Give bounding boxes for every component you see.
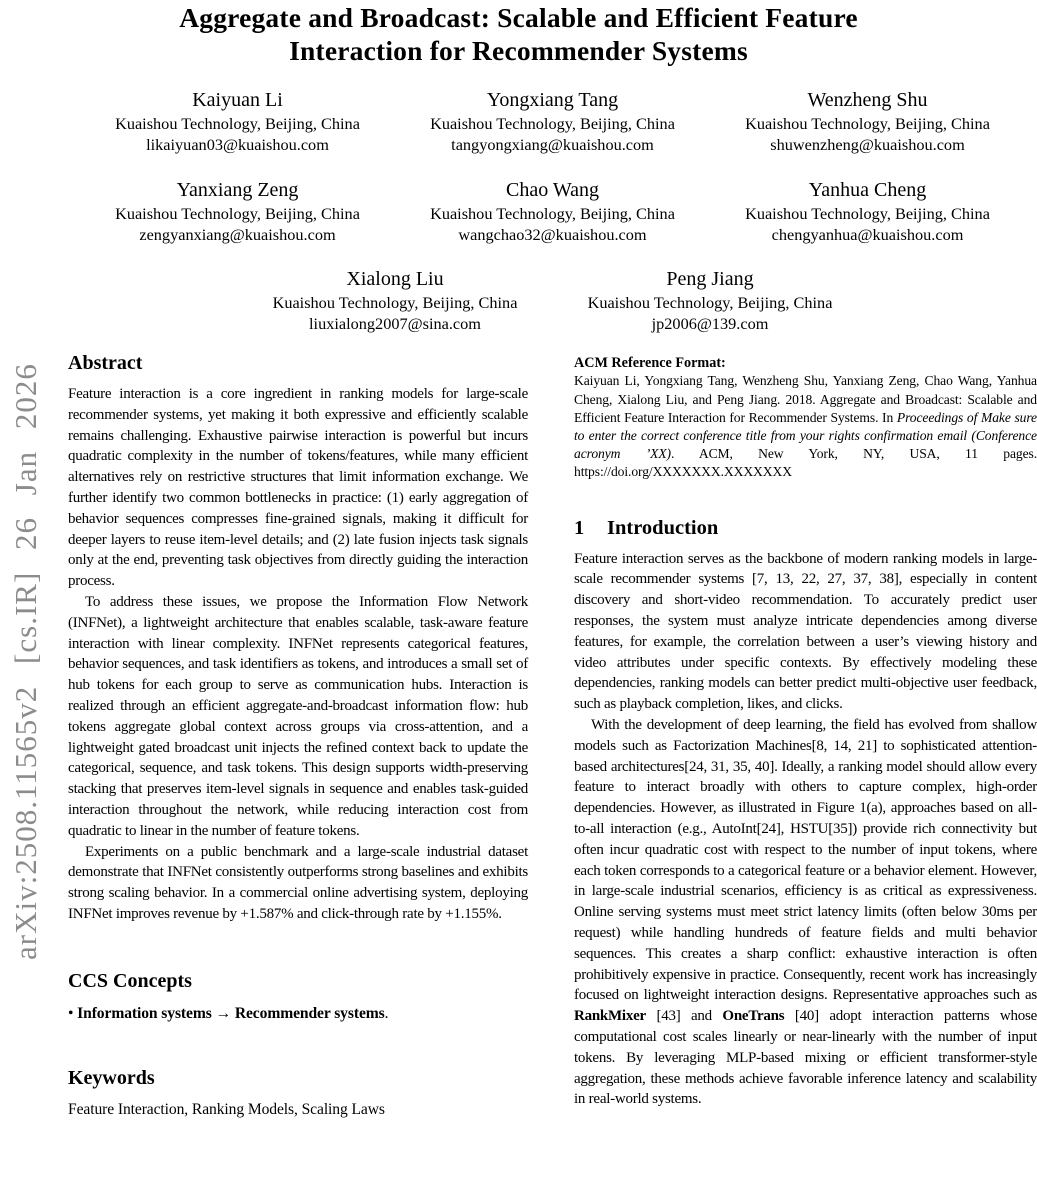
author-email: jp2006@139.com bbox=[651, 314, 769, 333]
author-affiliation: Kuaishou Technology, Beijing, China bbox=[430, 114, 675, 133]
acm-ref-citation: Kaiyuan Li, Yongxiang Tang, Wenzheng Shu, Yanxiang Zeng, Chao Wang, Yanhua Cheng, Xialong Liu, and Peng Jiang. 2018. Aggregate and Broadcast: Scalable and Efficient Feature Interaction for Recommender Systems. In bbox=[574, 373, 1037, 425]
left-column bbox=[68, 350, 528, 1120]
author-name: Yanxiang Zeng bbox=[176, 179, 299, 201]
author-name: Yanhua Cheng bbox=[808, 179, 927, 201]
ccs-arrow: → bbox=[211, 1004, 235, 1022]
section-title: Introduction bbox=[607, 516, 719, 539]
author-name: Wenzheng Shu bbox=[807, 89, 928, 111]
authors-row-1 bbox=[68, 87, 1037, 155]
authors-row-2 bbox=[68, 177, 1037, 245]
author-name: Chao Wang bbox=[505, 179, 599, 201]
authors-row-3 bbox=[68, 266, 1037, 334]
intro-p2-text-3: [40] adopt interaction patterns whose computational cost scales linearly or near-linearly with the number of input tokens. By leveraging MLP-based mixing or efficient transformer-style aggregation, these methods achieve favorable inference latency and scalability in real-world systems. bbox=[574, 1008, 1037, 1108]
author-block bbox=[553, 266, 868, 334]
author-affiliation: Kuaishou Technology, Beijing, China bbox=[272, 293, 518, 312]
abstract-paragraph-3: Experiments on a public benchmark and a large-scale industrial dataset demonstrate that INFNet consistently outperforms strong baselines and exhibits strong scaling behavior. In a commercial online advertising system, deploying INFNet improves revenue by +1.587% and click-through rate by +1.155%. bbox=[68, 843, 528, 922]
right-column bbox=[574, 350, 1037, 1110]
introduction-heading bbox=[574, 516, 1037, 541]
author-email: shuwenzheng@kuaishou.com bbox=[770, 135, 965, 154]
onetrans-bold-text: OneTrans bbox=[722, 1008, 785, 1025]
author-affiliation: Kuaishou Technology, Beijing, China bbox=[587, 293, 833, 312]
ccs-bullet: • bbox=[68, 1004, 78, 1022]
author-affiliation: Kuaishou Technology, Beijing, China bbox=[745, 114, 990, 133]
title-line-1: Aggregate and Broadcast: Scalable and Efficient Feature bbox=[179, 2, 858, 33]
intro-p2-text-2: [43] and bbox=[645, 1008, 723, 1025]
ccs-category: Information systems bbox=[77, 1004, 212, 1022]
author-email: chengyanhua@kuaishou.com bbox=[771, 225, 964, 244]
keywords-heading: Keywords bbox=[68, 1066, 155, 1089]
author-email: wangchao32@kuaishou.com bbox=[458, 225, 647, 244]
author-affiliation: Kuaishou Technology, Beijing, China bbox=[430, 204, 675, 223]
author-block bbox=[395, 87, 710, 155]
author-email: likaiyuan03@kuaishou.com bbox=[146, 135, 329, 154]
author-email: zengyanxiang@kuaishou.com bbox=[139, 225, 336, 244]
abstract-paragraph-2: To address these issues, we propose the Information Flow Network (INFNet), a lightweight architecture that enables scalable, task-aware feature interaction with linear complexity. INFNet represents categorical features, behavior sequences, and task identifiers as tokens, and introduces a small set of hub tokens for each group to serve as communication hubs. Interaction is realized through an efficient aggregate-and-broadcast information flow: hub tokens aggregate global context across groups via cross-attention, and a lightweight gated broadcast unit injects the refined context back to update the categorical, sequence, and task tokens. This design supports width-preserving stacking that preserves item-level signals in sequence and enables task-guided interaction throughout the network, while reducing interaction cost from quadratic to linear in the number of feature tokens. bbox=[68, 593, 528, 839]
author-block bbox=[710, 87, 1025, 155]
author-block bbox=[238, 266, 553, 334]
acm-reference-text bbox=[574, 372, 1037, 481]
ccs-heading: CCS Concepts bbox=[68, 969, 192, 992]
section-number: 1 bbox=[574, 516, 585, 539]
introduction-paragraph-2 bbox=[574, 715, 1037, 1110]
acm-reference-heading: ACM Reference Format: bbox=[574, 355, 726, 371]
keywords-text: Feature Interaction, Ranking Models, Scaling Laws bbox=[68, 1100, 385, 1118]
author-name: Peng Jiang bbox=[666, 268, 754, 290]
abstract-paragraph-1: Feature interaction is a core ingredient in ranking models for large-scale recommender systems, yet making it both expressive and efficiently scalable remains challenging. Exhaustive pairwise interaction is powerful but incurs quadratic complexity in the number of tokens/features, while many efficient alternatives rely on restrictive structures that limit information exchange. We further identify two common bottlenecks in practice: (1) early aggregation of behavior sequences compresses fine-grained signals, making it difficult for deeper layers to reuse item-level details; and (2) late fusion injects task signals only at the end, preventing task objectives from directly guiding the interaction process. bbox=[68, 386, 528, 590]
author-email: tangyongxiang@kuaishou.com bbox=[451, 135, 654, 154]
acm-ref-publisher: . ACM, New York, NY, USA, 11 pages. bbox=[670, 446, 1037, 462]
arxiv-watermark: arXiv:2508.11565v2 [cs.IR] 26 Jan 2026 bbox=[8, 363, 43, 960]
ccs-subcategory: Recommender systems bbox=[234, 1004, 385, 1022]
author-affiliation: Kuaishou Technology, Beijing, China bbox=[115, 114, 360, 133]
author-name: Xialong Liu bbox=[346, 268, 444, 290]
author-name: Kaiyuan Li bbox=[192, 89, 283, 111]
introduction-paragraph-1: Feature interaction serves as the backbone of modern ranking models in large-scale recommender systems [7, 13, 22, 27, 37, 38], especially in content discovery and short-video recommendation. To accurately predict user responses, the system must analyze intricate dependencies among diverse features, for example, the correlation between a user’s viewing history and video attributes under specific contexts. By effectively modeling these dependencies, ranking models can better predict multi-objective user feedback, such as playback completion, likes, and clicks. bbox=[574, 550, 1037, 713]
author-email: liuxialong2007@sina.com bbox=[309, 314, 481, 333]
title-line-2: Interaction for Recommender Systems bbox=[289, 35, 748, 66]
author-affiliation: Kuaishou Technology, Beijing, China bbox=[745, 204, 990, 223]
author-block bbox=[710, 177, 1025, 245]
author-block bbox=[80, 177, 395, 245]
ccs-concepts-line bbox=[68, 1003, 528, 1024]
abstract-heading: Abstract bbox=[68, 352, 143, 374]
author-block bbox=[80, 87, 395, 155]
intro-p2-text-1: With the development of deep learning, the field has evolved from shallow models such as Factorization Machines[8, 14, 21] to sophisticated attention-based architectures[24, 31, 35, 40]. Ideally, a ranking model should allow every feature to interact broadly with others to capture complex, high-order dependencies. However, as illustrated in Figure 1(a), approaches based on all-to-all interaction (e.g., AutoInt[24], HSTU[35]) provide rich connectivity but often incur quadratic cost with respect to the number of input tokens, where each token corresponds to a categorical feature or a behavior element. However, in large-scale industrial scenarios, efficiency is as critical as expressiveness. Online serving systems must meet strict latency limits (often below 30ms per request) while handling hundreds of feature fields and multi behavior sequences. This creates a sharp conflict: exhaustive interaction is often prohibitively expensive in practice. Consequently, recent work has increasingly focused on lightweight interaction designs. Representative approaches such as bbox=[574, 717, 1037, 1004]
doi-link[interactable]: https://doi.org/XXXXXXX.XXXXXXX bbox=[574, 464, 792, 480]
paper-title bbox=[0, 1, 1037, 67]
ccs-period: . bbox=[384, 1004, 389, 1022]
author-name: Yongxiang Tang bbox=[486, 89, 619, 111]
author-affiliation: Kuaishou Technology, Beijing, China bbox=[115, 204, 360, 223]
author-block bbox=[395, 177, 710, 245]
acm-ref-venue: Proceedings of Make sure to enter the correct conference title from your rights confirmation email (Conference acronym ’XX) bbox=[574, 409, 1037, 462]
rankmixer-bold-text: RankMixer bbox=[574, 1008, 646, 1025]
